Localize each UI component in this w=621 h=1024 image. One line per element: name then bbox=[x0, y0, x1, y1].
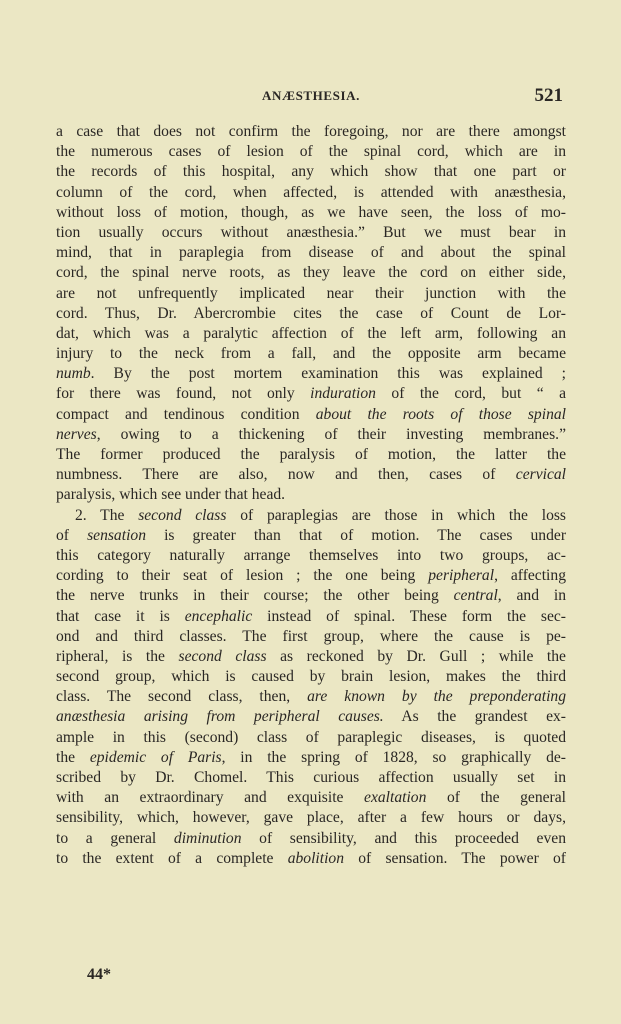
italic-text: induration bbox=[310, 385, 376, 403]
text-line bbox=[56, 667, 566, 687]
text-line bbox=[56, 324, 566, 344]
text-line bbox=[56, 223, 566, 243]
page-number: 521 bbox=[534, 85, 563, 106]
text-line bbox=[56, 203, 566, 223]
text-segment: As the grandest ex- bbox=[383, 708, 566, 726]
italic-text: encephalic bbox=[184, 607, 253, 625]
text-segment: for there was found, not only bbox=[56, 385, 311, 403]
text-segment: of sensation. The power of bbox=[344, 849, 567, 867]
italic-text: sensation bbox=[87, 526, 146, 544]
text-line bbox=[56, 304, 566, 324]
text-segment: of bbox=[56, 526, 88, 544]
text-line bbox=[56, 364, 566, 384]
text-segment: scribed by Dr. Chomel. This curious affection usually set in bbox=[56, 769, 566, 786]
italic-text: abolition bbox=[287, 849, 345, 867]
text-segment: ample in this (second) class of paraplegic diseases, is quoted bbox=[56, 728, 566, 746]
text-line bbox=[56, 284, 566, 304]
text-segment: ond and third classes. The first group, where the cause is pe- bbox=[56, 627, 566, 645]
italic-text: epidemic of Paris bbox=[89, 748, 222, 766]
text-segment: of sensibility, and this proceeded even bbox=[241, 829, 566, 847]
text-line bbox=[56, 506, 566, 526]
text-line bbox=[56, 829, 566, 849]
text-segment: , in the spring of 1828, so graphically de- bbox=[221, 748, 566, 766]
text-segment: is greater than that of motion. The cases under bbox=[146, 526, 567, 544]
text-segment: cord. Thus, Dr. Abercrombie cites the case of Count de Lor- bbox=[56, 304, 566, 322]
text-segment: are not unfrequently implicated near their junction with the bbox=[56, 284, 566, 302]
text-segment: to a general bbox=[56, 829, 174, 847]
text-segment: paralysis, which see under that head. bbox=[56, 486, 286, 504]
text-segment: , affecting bbox=[494, 567, 566, 585]
text-line bbox=[56, 183, 566, 203]
running-head: ANÆSTHESIA. bbox=[262, 88, 360, 103]
text-segment: that case it is bbox=[56, 607, 185, 625]
text-line bbox=[56, 405, 566, 425]
text-line bbox=[56, 445, 566, 465]
italic-text: about the roots of those spinal bbox=[315, 405, 566, 423]
text-segment: cording to their seat of lesion ; the one being bbox=[56, 567, 429, 585]
text-line bbox=[56, 546, 566, 566]
italic-text: second class bbox=[178, 647, 267, 665]
text-line bbox=[56, 566, 566, 586]
text-line bbox=[56, 849, 566, 869]
text-segment: tion usually occurs without anæsthesia.” But we must bear in bbox=[56, 223, 566, 241]
italic-text: numb bbox=[56, 365, 91, 383]
text-segment: injury to the neck from a fall, and the opposite arm became bbox=[56, 345, 566, 363]
text-segment: second group, which is caused by brain lesion, makes the third bbox=[56, 668, 566, 686]
italic-text: exaltation bbox=[364, 789, 427, 807]
text-segment: without loss of motion, though, as we have seen, the loss of mo- bbox=[56, 203, 566, 221]
text-segment: sensibility, which, however, gave place, after a few hours or days, bbox=[56, 809, 566, 827]
text-line bbox=[56, 465, 566, 485]
text-segment: dat, which was a paralytic affection of the left arm, following an bbox=[56, 324, 566, 342]
italic-text: diminution bbox=[173, 829, 242, 847]
text-segment: with an extraordinary and exquisite bbox=[56, 789, 365, 807]
text-segment: 2. The bbox=[75, 506, 139, 524]
signature-mark: 44* bbox=[87, 966, 111, 983]
text-segment: as reckoned by Dr. Gull ; while the bbox=[266, 647, 566, 665]
text-segment: cord, the spinal nerve roots, as they leave the cord on either side, bbox=[56, 264, 566, 282]
text-line bbox=[56, 344, 566, 364]
page-header bbox=[56, 86, 566, 110]
text-line bbox=[56, 707, 566, 727]
text-line bbox=[56, 425, 566, 445]
text-segment: . By the post mortem examination this was explained ; bbox=[90, 365, 566, 383]
text-segment: numbness. There are also, now and then, cases of bbox=[56, 466, 516, 484]
text-segment: compact and tendinous condition bbox=[56, 405, 316, 423]
text-line bbox=[56, 647, 566, 667]
text-line bbox=[56, 788, 566, 808]
text-segment: a case that does not confirm the foregoing, nor are there amongst bbox=[56, 123, 566, 140]
italic-text: peripheral bbox=[428, 567, 495, 585]
italic-text: nerves bbox=[56, 425, 97, 443]
italic-text: second class bbox=[138, 506, 227, 524]
text-segment: ripheral, is the bbox=[56, 647, 179, 665]
text-segment: this category naturally arrange themselves into two groups, ac- bbox=[56, 546, 566, 564]
text-line bbox=[56, 768, 566, 788]
text-line bbox=[56, 263, 566, 283]
text-segment: , owing to a thickening of their investing membranes.” bbox=[96, 425, 566, 443]
text-line bbox=[56, 627, 566, 647]
text-segment: the bbox=[56, 748, 90, 766]
text-line bbox=[56, 728, 566, 748]
italic-text: anæsthesia arising from peripheral causes. bbox=[56, 708, 384, 726]
text-line bbox=[56, 586, 566, 606]
text-line bbox=[56, 243, 566, 263]
text-line bbox=[56, 808, 566, 828]
text-line bbox=[56, 122, 566, 142]
italic-text: cervical bbox=[515, 466, 566, 484]
text-segment: to the extent of a complete bbox=[56, 849, 288, 867]
text-segment: , and in bbox=[497, 587, 566, 605]
text-line bbox=[56, 384, 566, 404]
text-line bbox=[56, 607, 566, 627]
body-text bbox=[56, 122, 566, 869]
text-segment: of the general bbox=[426, 789, 566, 807]
text-segment: the records of this hospital, any which show that one part or bbox=[56, 163, 566, 181]
text-segment: the numerous cases of lesion of the spinal cord, which are in bbox=[56, 143, 566, 161]
text-line bbox=[56, 142, 566, 162]
italic-text: are known by the preponderating bbox=[307, 688, 567, 706]
text-segment: instead of spinal. These form the sec- bbox=[252, 607, 566, 625]
text-segment: class. The second class, then, bbox=[56, 688, 308, 706]
italic-text: central bbox=[453, 587, 498, 605]
text-line bbox=[56, 162, 566, 182]
text-line bbox=[56, 485, 566, 505]
text-segment: of paraplegias are those in which the loss bbox=[226, 506, 566, 524]
text-segment: The former produced the paralysis of motion, the latter the bbox=[56, 446, 566, 463]
text-line bbox=[56, 748, 566, 768]
text-segment: mind, that in paraplegia from disease of and about the spinal bbox=[56, 244, 566, 262]
text-segment: column of the cord, when affected, is attended with anæsthesia, bbox=[56, 183, 566, 201]
text-segment: of the cord, but “ a bbox=[375, 385, 566, 403]
text-segment: the nerve trunks in their course; the other being bbox=[56, 587, 454, 605]
text-line bbox=[56, 687, 566, 707]
text-line bbox=[56, 526, 566, 546]
